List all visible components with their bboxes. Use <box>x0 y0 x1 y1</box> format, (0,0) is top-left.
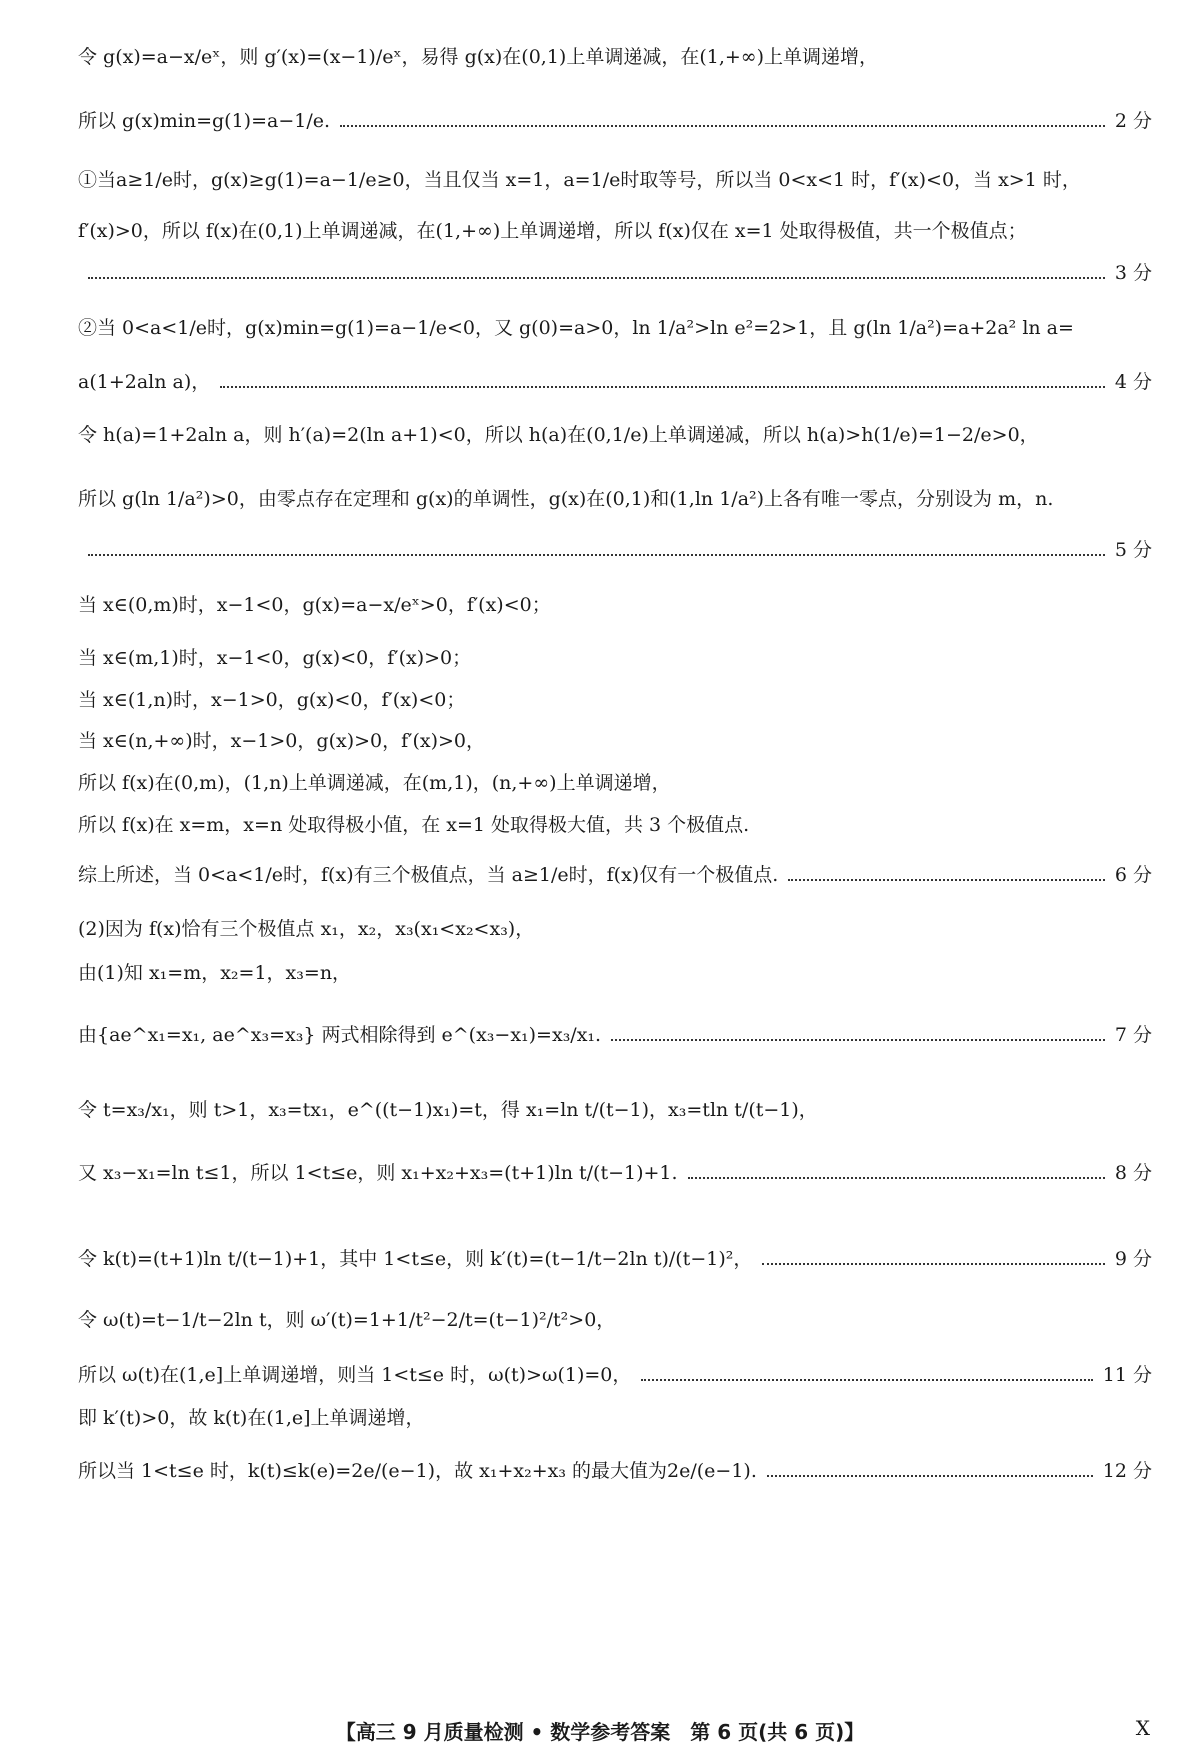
solution-line <box>78 106 1152 133</box>
solution-line <box>78 42 1152 69</box>
dot-leader <box>688 1177 1105 1179</box>
corner-mark: X <box>1135 1716 1150 1740</box>
score-label: 4 分 <box>1114 371 1152 393</box>
score-label: 12 分 <box>1102 1460 1152 1482</box>
solution-line <box>78 914 1152 941</box>
line-text: 令 t=x₃/x₁，则 t>1，x₃=tx₁，e^((t−1)x₁)=t，得 x₁=ln t/(t−1)，x₃=tln t/(t−1)， <box>78 1099 818 1121</box>
line-text: 所以 g(ln 1/a²)>0，由零点存在定理和 g(x)的单调性，g(x)在(0,1)和(1,ln 1/a²)上各有唯一零点，分别设为 m，n. <box>78 488 1054 510</box>
solution-line <box>78 313 1152 340</box>
score-label: 6 分 <box>1114 864 1152 886</box>
score-label: 11 分 <box>1102 1364 1152 1386</box>
line-text: 当 x∈(n,+∞)时，x−1>0，g(x)>0，f′(x)>0， <box>78 730 486 752</box>
solution-line <box>78 535 1152 562</box>
solution-line <box>78 1158 1152 1185</box>
line-text: 所以 ω(t)在(1,e]上单调递增，则当 1<t≤e 时，ω(t)>ω(1)=0， <box>78 1364 632 1386</box>
solution-line <box>78 216 1152 243</box>
line-text: f′(x)>0，所以 f(x)在(0,1)上单调递减，在(1,+∞)上单调递增，所以 f(x)仅在 x=1 处取得极值，共一个极值点； <box>78 220 1027 242</box>
solution-line <box>78 768 1152 795</box>
score-label: 9 分 <box>1114 1248 1152 1270</box>
solution-line <box>78 685 1152 712</box>
score-label: 8 分 <box>1114 1162 1152 1184</box>
solution-line <box>78 1456 1152 1483</box>
line-text: 当 x∈(0,m)时，x−1<0，g(x)=a−x/eˣ>0，f′(x)<0； <box>78 594 551 616</box>
solution-line <box>78 1403 1152 1430</box>
solution-line <box>78 1020 1152 1047</box>
solution-line <box>78 1095 1152 1122</box>
solution-line <box>78 420 1152 447</box>
line-text: a(1+2aln a)， <box>78 371 211 393</box>
solution-line <box>78 484 1152 511</box>
score-label: 5 分 <box>1114 539 1152 561</box>
line-text: 令 k(t)=(t+1)ln t/(t−1)+1，其中 1<t≤e，则 k′(t)=(t−1/t−2ln t)/(t−1)²， <box>78 1248 753 1270</box>
line-text: 又 x₃−x₁=ln t≤1，所以 1<t≤e，则 x₁+x₂+x₃=(t+1)ln t/(t−1)+1. <box>78 1162 678 1184</box>
line-text: 令 ω(t)=t−1/t−2ln t，则 ω′(t)=1+1/t²−2/t=(t−1)²/t²>0， <box>78 1309 616 1331</box>
dot-leader <box>788 879 1105 881</box>
solution-line <box>78 258 1152 285</box>
score-label: 2 分 <box>1114 110 1152 132</box>
line-text: 令 h(a)=1+2aln a，则 h′(a)=2(ln a+1)<0，所以 h(a)在(0,1/e)上单调递减，所以 h(a)>h(1/e)=1−2/e>0， <box>78 424 1039 446</box>
line-text: 所以 f(x)在(0,m)，(1,n)上单调递减，在(m,1)，(n,+∞)上单调递增， <box>78 772 671 794</box>
dot-leader <box>641 1379 1092 1381</box>
line-text: 所以 f(x)在 x=m，x=n 处取得极小值，在 x=1 处取得极大值，共 3 个极值点. <box>78 814 750 836</box>
solution-line <box>78 860 1152 887</box>
dot-leader <box>88 554 1105 556</box>
line-text: 令 g(x)=a−x/eˣ，则 g′(x)=(x−1)/eˣ，易得 g(x)在(0,1)上单调递减，在(1,+∞)上单调递增， <box>78 46 879 68</box>
line-text: 当 x∈(1,n)时，x−1>0，g(x)<0，f′(x)<0； <box>78 689 466 711</box>
line-text: 由(1)知 x₁=m，x₂=1，x₃=n， <box>78 962 352 984</box>
dot-leader <box>340 125 1105 127</box>
solution-line <box>78 1244 1152 1271</box>
solution-line <box>78 1305 1152 1332</box>
solution-line <box>78 958 1152 985</box>
solution-line <box>78 643 1152 670</box>
line-text: 由{ae^x₁=x₁, ae^x₃=x₃} 两式相除得到 e^(x₃−x₁)=x₃/x₁. <box>78 1024 602 1046</box>
line-text: 当 x∈(m,1)时，x−1<0，g(x)<0，f′(x)>0； <box>78 647 472 669</box>
dot-leader <box>762 1263 1105 1265</box>
score-label: 7 分 <box>1114 1024 1152 1046</box>
line-text: 所以 g(x)min=g(1)=a−1/e. <box>78 110 331 132</box>
page-footer: 【高三 9 月质量检测 • 数学参考答案 第 6 页(共 6 页)】 <box>335 1720 865 1744</box>
solution-line <box>78 590 1152 617</box>
solution-line <box>78 1360 1152 1387</box>
dot-leader <box>220 386 1105 388</box>
dot-leader <box>767 1475 1093 1477</box>
solution-line <box>78 810 1152 837</box>
dot-leader <box>611 1039 1105 1041</box>
solution-line <box>78 367 1152 394</box>
score-label: 3 分 <box>1114 262 1152 284</box>
dot-leader <box>88 277 1105 279</box>
line-text: 即 k′(t)>0，故 k(t)在(1,e]上单调递增， <box>78 1407 425 1429</box>
line-text: ①当a≥1/e时，g(x)≥g(1)=a−1/e≥0，当且仅当 x=1，a=1/e时取等号，所以当 0<x<1 时，f′(x)<0，当 x>1 时， <box>78 169 1081 191</box>
line-text: (2)因为 f(x)恰有三个极值点 x₁，x₂，x₃(x₁<x₂<x₃)， <box>78 918 535 940</box>
line-text: 综上所述，当 0<a<1/e时，f(x)有三个极值点，当 a≥1/e时，f(x)仅有一个极值点. <box>78 864 779 886</box>
solution-line <box>78 726 1152 753</box>
line-text: ②当 0<a<1/e时，g(x)min=g(1)=a−1/e<0，又 g(0)=a>0，ln 1/a²>ln e²=2>1，且 g(ln 1/a²)=a+2a² ln a= <box>78 317 1074 339</box>
solution-line <box>78 165 1152 192</box>
line-text: 所以当 1<t≤e 时，k(t)≤k(e)=2e/(e−1)，故 x₁+x₂+x₃ 的最大值为2e/(e−1). <box>78 1460 757 1482</box>
